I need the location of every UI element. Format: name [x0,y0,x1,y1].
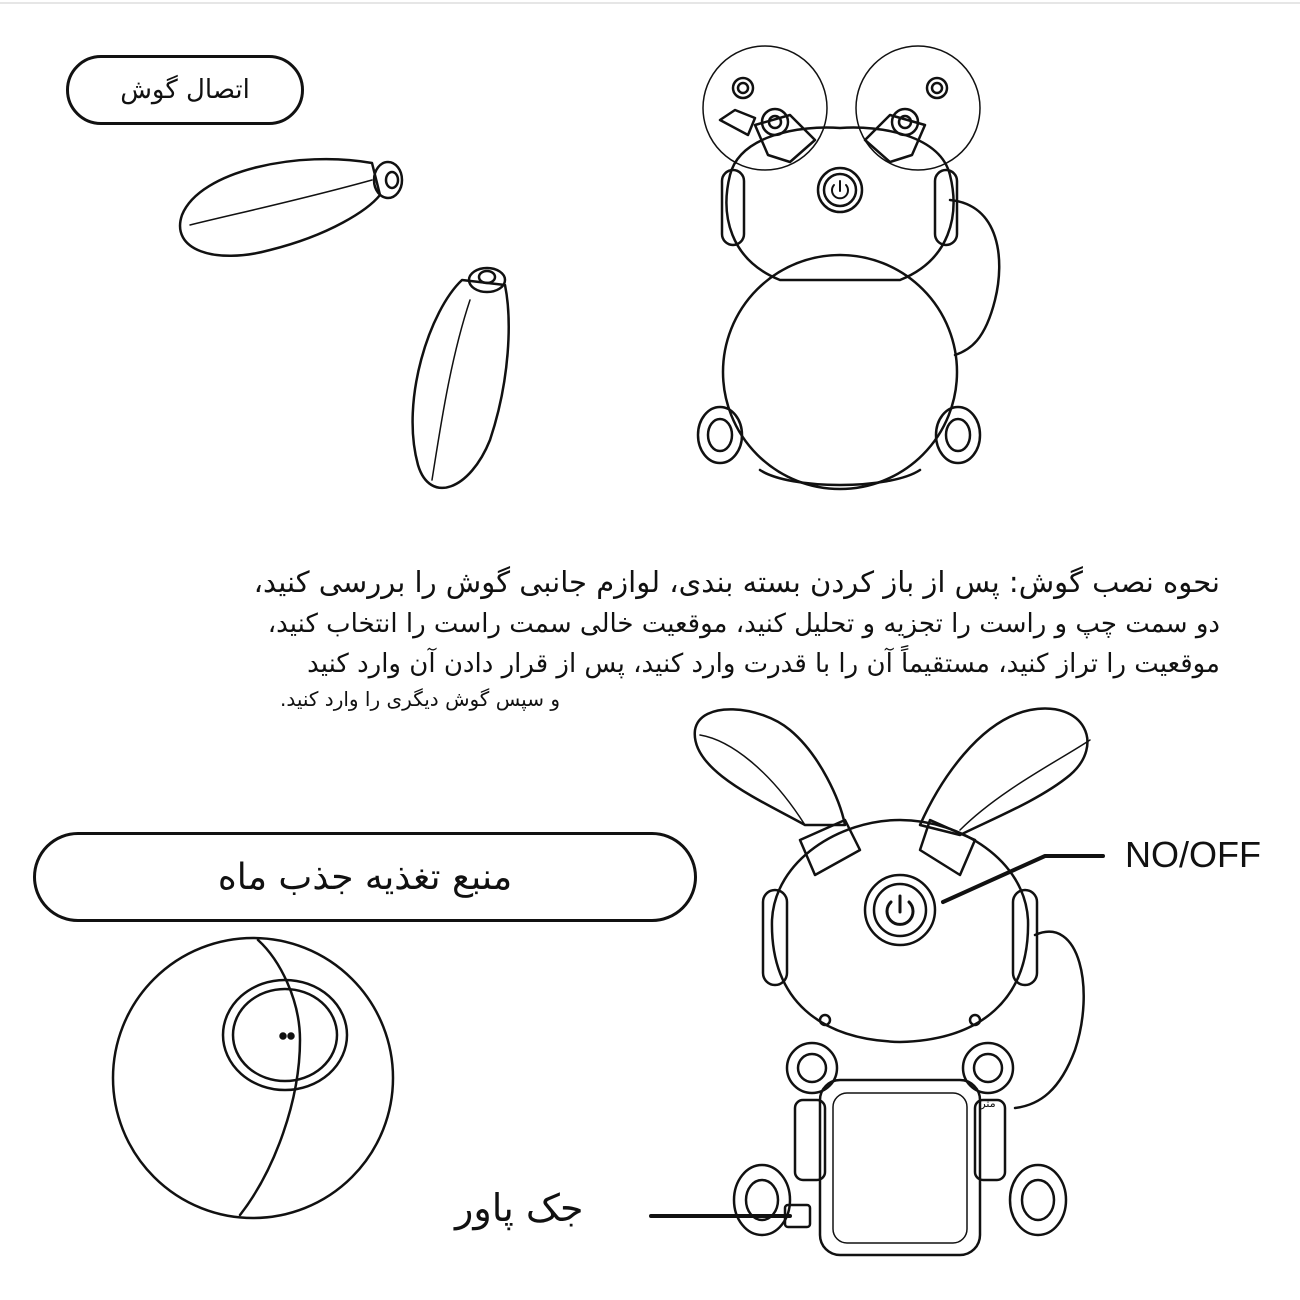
power-icon [887,896,913,924]
small-marker: متر [980,1097,996,1110]
instruction-line-3: موقعیت را تراز کنید، مستقیماً آن را با قدرت وارد کنید، پس از قرار دادن آن وارد کنید [307,649,1220,679]
instruction-line-1: نحوه نصب گوش: پس از باز کردن بسته بندی، لوازم جانبی گوش را بررسی کنید، [253,565,1220,599]
power-jack-label: جک پاور [455,1186,584,1230]
instruction-line-2: دو سمت چپ و راست را تجزیه و تحلیل کنید، موقعیت خالی سمت راست را انتخاب کنید، [267,609,1220,639]
power-switch-label: NO/OFF [1125,834,1261,875]
robot-without-ears [698,46,999,489]
instruction-line-4: و سپس گوش دیگری را وارد کنید. [279,687,560,711]
ear-connection-title-text: اتصال گوش [120,75,250,105]
power-supply-title-text: منبع تغذیه جذب ماه [217,856,513,898]
ear-part-right [413,268,509,488]
installation-instructions [100,560,1220,714]
charging-ball [113,938,393,1218]
robot-assembled [695,709,1090,1255]
ear-part-left [180,159,402,256]
power-icon-small [832,181,848,198]
